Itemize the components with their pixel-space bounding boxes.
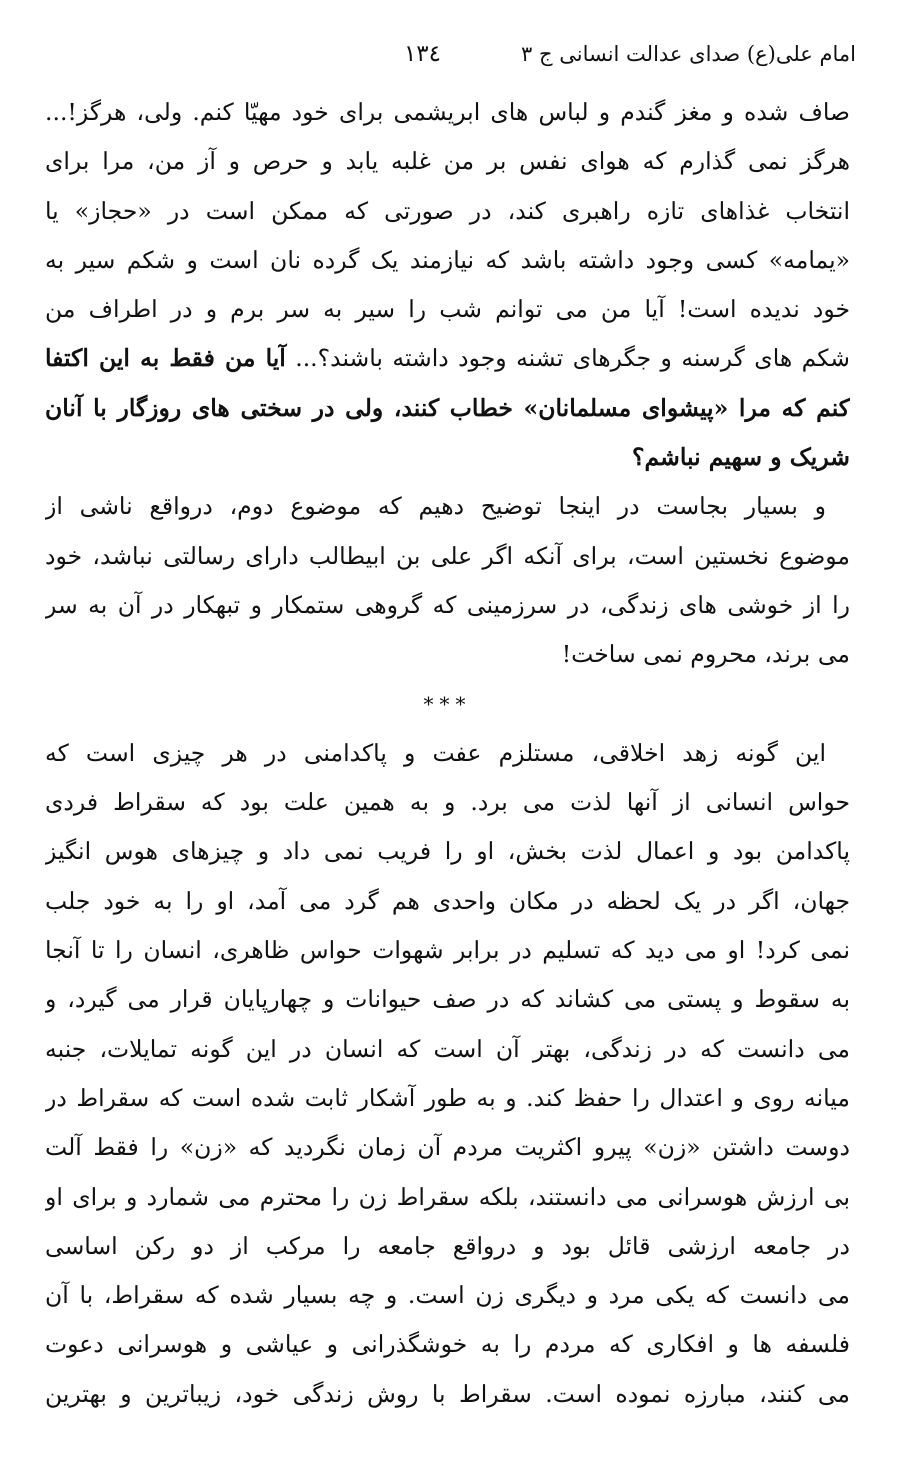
bold-text-line: کنم که مرا «پیشوای مسلمانان» خطاب کنند، ولی در سختی های روزگار با آنان xyxy=(45,393,850,422)
text-line: بی ارزش هوسرانی می دانستند، بلکه سقراط زن را محترم می شمارد و برای او xyxy=(45,1182,850,1211)
text-line: می برند، محروم نمی ساخت! xyxy=(561,640,850,669)
text-line: نمی کرد! او می دید که تسلیم در برابر شهوات حواس ظاهری، انسان را تا آنجا xyxy=(45,936,850,965)
bold-text-line: شریک و سهیم نباشم؟ xyxy=(632,443,850,472)
text-line: پاکدامن بود و اعمال لذت بخش، او را فریب نمی داد و چیزهای هوس انگیز xyxy=(45,837,850,866)
text-line: «یمامه» کسی وجود داشته باشد که نیازمند یک گرده نان است و شکم سیر به xyxy=(45,245,850,274)
text-line: هرگز نمی گذارم که هوای نفس بر من غلبه یابد و حرص و آز من، مرا برای xyxy=(45,147,850,176)
section-separator: *** xyxy=(423,691,472,716)
body-text xyxy=(45,88,850,1419)
text-line: در جامعه ارزشی قائل بود و درواقع جامعه را مرکب از دو رکن اساسی xyxy=(45,1231,850,1260)
text-line: می کنند، مبارزه نموده است. سقراط با روش زندگی خود، زیباترین و بهترین xyxy=(45,1379,850,1408)
text-line xyxy=(45,334,850,383)
text-line: صاف شده و مغز گندم و لباس های ابریشمی برای خود مهیّا کنم. ولی، هرگز!... xyxy=(45,98,850,126)
text-line: می دانست که در زندگی، بهتر آن است که انسان در این گونه تمایلات، جنبه xyxy=(45,1034,850,1063)
text-line: را از خوشی های زندگی، در سرزمینی که گروهی ستمکار و تبهکار در آن به سر xyxy=(45,590,850,619)
paragraph-start-line: و بسیار بجاست در اینجا توضیح دهیم که موضوع دوم، درواقع ناشی از xyxy=(45,492,826,521)
text-line: حواس انسانی از آنها لذت می برد. و به همین علت بود که سقراط فردی xyxy=(45,788,850,817)
text-line: جهان، اگر در یک لحظه در مکان واحدی هم گرد می آمد، او را به خود جلب xyxy=(45,886,850,915)
text-line: موضوع نخستین است، برای آنکه اگر علی بن ابیطالب دارای رسالتی نباشد، خود xyxy=(45,541,850,570)
paragraph-start-line: این گونه زهد اخلاقی، مستلزم عفت و پاکدامنی در هر چیزی است که xyxy=(45,738,826,767)
bold-text-segment: آیا من فقط به این اکتفا xyxy=(45,344,286,373)
page-number: ۱۳٤ xyxy=(403,41,441,67)
page-header xyxy=(40,38,856,70)
text-line: فلسفه ها و افکاری که مردم را به خوشگذرانی و عیاشی و هوسرانی دعوت xyxy=(45,1330,850,1359)
book-title: امام علی(ع) صدای عدالت انسانی ج ۳ xyxy=(521,42,856,66)
text-line: انتخاب غذاهای تازه راهبری کند، در صورتی که ممکن است در «حجاز» یا xyxy=(45,196,850,225)
text-line: می دانست که یکی مرد و دیگری زن است. و چه بسیار شده که سقراط، با آن xyxy=(45,1281,850,1310)
text-line: میانه روی و اعتدال را حفظ کند. و به طور آشکار ثابت شده است که سقراط در xyxy=(45,1083,850,1112)
text-segment: شکم های گرسنه و جگرهای تشنه وجود داشته باشند؟... xyxy=(295,344,850,373)
text-line: خود ندیده است! آیا من می توانم شب را سیر به سر برم و در اطراف من xyxy=(45,295,850,324)
text-line: دوست داشتن «زن» پیرو اکثریت مردم آن زمان نگردید که «زن» را فقط آلت xyxy=(45,1133,850,1162)
text-line: به سقوط و پستی می کشاند که در صف حیوانات و چهارپایان قرار می گیرد، و xyxy=(45,985,850,1014)
